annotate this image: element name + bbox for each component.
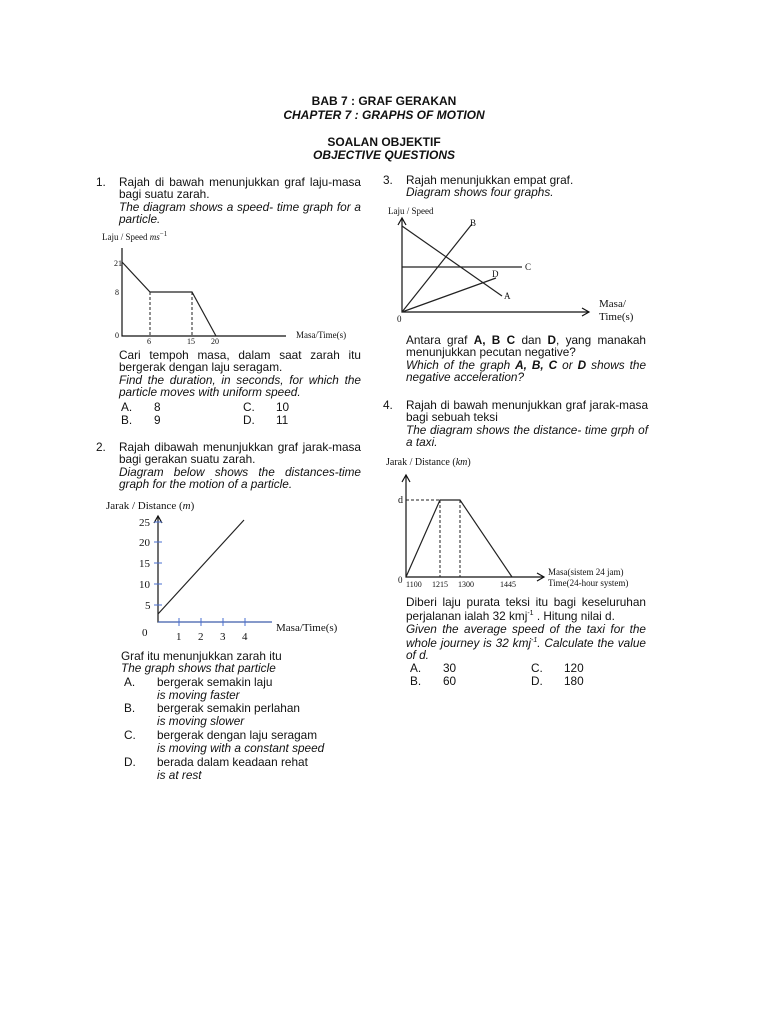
option-letter: A. [124, 675, 136, 689]
option-letter: C. [124, 728, 136, 742]
y-axis-label: Jarak / Distance (m) [106, 500, 195, 512]
x-tick-1100: 1100 [406, 580, 422, 589]
label-a: A [504, 291, 511, 301]
speed-time-graph-q3 [384, 202, 654, 328]
x-tick-1445: 1445 [500, 580, 516, 589]
x-tick-0: 0 [115, 331, 119, 340]
option-value: 9 [154, 413, 161, 427]
distance-line [406, 500, 512, 577]
option-letter: D. [531, 674, 543, 688]
option-text-en: is moving faster [157, 688, 240, 702]
x-tick-20: 20 [211, 337, 219, 346]
section-title-ms: SOALAN OBJEKTIF [327, 135, 441, 149]
option-value: 8 [154, 400, 161, 414]
option-letter: C. [243, 400, 255, 414]
question-text-en: Diagram shows four graphs. [406, 185, 554, 200]
x-tick-6: 6 [147, 337, 151, 346]
question-text-ms: Rajah di bawah menunjukkan graf laju-masa bagi suatu zarah. [119, 175, 361, 202]
distance-line [158, 520, 244, 614]
x-axis-label-line1: Masa/ [599, 298, 626, 310]
question-1 [96, 176, 361, 226]
option-value: 30 [443, 661, 457, 675]
x-tick-4: 4 [242, 631, 248, 643]
question-text-en: The diagram shows the distance- time grph of a taxi. [406, 422, 648, 450]
x-tick-1: 1 [176, 631, 182, 643]
question-3-prompt [406, 334, 646, 384]
guide-lines [406, 500, 460, 577]
option-d[interactable] [531, 674, 584, 688]
guide-lines [150, 292, 192, 336]
question-text-ms: Rajah di bawah menunjukkan graf jarak-masa bagi sebuah teksi [406, 398, 648, 425]
prompt-ms: Antara graf A, B C dan D, yang manakah menunjukkan pecutan negative? [406, 333, 646, 360]
chapter-title-en: CHAPTER 7 : GRAPHS OF MOTION [283, 108, 485, 122]
option-text-ms: bergerak semakin laju [157, 675, 273, 689]
y-tick-5: 5 [145, 600, 151, 612]
prompt-ms: Diberi laju purata teksi itu bagi keseluruhan perjalanan ialah 32 kmj$^{-1}$ . Hitung nilai d. [406, 595, 646, 624]
question-text-ms: Rajah menunjukkan empat graf. [406, 173, 574, 187]
question-number: 4. [383, 398, 393, 412]
x-axis-label: Masa/Time(s) [296, 330, 347, 340]
axes [406, 475, 544, 577]
option-c[interactable] [124, 728, 325, 755]
x-axis-label: Masa/Time(s) [276, 622, 338, 634]
prompt-ms: Graf itu menunjukkan zarah itu [121, 649, 282, 663]
question-text-ms: Rajah dibawah menunjukkan graf jarak-masa bagi gerakan suatu zarah. [119, 440, 361, 467]
x-tick-2: 2 [198, 631, 204, 643]
option-value: 11 [276, 413, 289, 427]
axes [158, 516, 272, 622]
label-c: C [525, 262, 532, 272]
question-4-prompt [406, 596, 646, 662]
question-2 [96, 441, 361, 495]
y-tick-21: 21 [114, 259, 122, 268]
option-d[interactable] [124, 755, 308, 782]
option-letter: B. [121, 413, 133, 427]
x-tick-15: 15 [187, 337, 195, 346]
option-a[interactable] [410, 661, 457, 675]
option-value: 180 [564, 674, 584, 688]
x-tick-0: 0 [397, 314, 402, 324]
option-value: 120 [564, 661, 584, 675]
axes [402, 218, 589, 312]
prompt-en: Which of the graph A, B, C or D shows the negative acceleration? [406, 357, 647, 385]
option-text-en: is moving with a constant speed [157, 741, 325, 755]
option-value: 10 [276, 400, 290, 414]
option-c[interactable] [243, 400, 290, 414]
section-title-en: OBJECTIVE QUESTIONS [312, 148, 456, 162]
chapter-title-ms: BAB 7 : GRAF GERAKAN [311, 94, 457, 108]
prompt-ms: Cari tempoh masa, dalam saat zarah itu bergerak dengan laju seragam. [119, 348, 361, 375]
option-b[interactable] [124, 701, 300, 728]
question-number: 2. [96, 440, 106, 454]
option-b[interactable] [410, 674, 457, 688]
option-a[interactable] [121, 400, 161, 414]
option-a[interactable] [124, 675, 273, 702]
x-axis-label-line1: Masa(sistem 24 jam) [548, 567, 624, 577]
distance-time-graph-q2 [104, 496, 364, 646]
option-letter: D. [124, 755, 136, 769]
x-tick-0: 0 [398, 575, 403, 585]
x-tick-1300: 1300 [458, 580, 474, 589]
option-text-ms: bergerak dengan laju seragam [157, 728, 318, 742]
x-tick-1215: 1215 [432, 580, 448, 589]
option-text-en: is at rest [157, 768, 202, 782]
x-tick-3: 3 [220, 631, 226, 643]
option-d[interactable] [243, 413, 289, 427]
option-text-en: is moving slower [157, 714, 245, 728]
y-axis-label: Laju / Speed [388, 206, 434, 216]
option-letter: B. [410, 674, 422, 688]
question-text-en: The diagram shows a speed- time graph for a particle. [119, 199, 361, 227]
option-letter: C. [531, 661, 543, 675]
x-tick-0: 0 [142, 627, 148, 639]
y-tick-8: 8 [115, 288, 119, 297]
question-number: 3. [383, 173, 393, 187]
y-tick-d: d [398, 495, 403, 506]
line-a [402, 226, 502, 296]
label-b: B [470, 218, 477, 228]
option-letter: B. [124, 701, 136, 715]
tick-marks [154, 522, 245, 626]
prompt-en: Find the duration, in seconds, for which the particle moves with uniform speed. [119, 372, 361, 400]
y-tick-10: 10 [139, 579, 150, 591]
label-d: D [492, 269, 499, 279]
option-text-ms: berada dalam keadaan rehat [157, 755, 308, 769]
prompt-en: The graph shows that particle [121, 661, 276, 676]
distance-time-graph-q4 [384, 453, 654, 591]
prompt-en: Given the average speed of the taxi for the whole journey is 32 kmj$^{-1}$. Calculate the value of d. [406, 621, 646, 663]
x-axis-label-line2: Time(s) [599, 311, 634, 323]
option-value: 60 [443, 674, 457, 688]
option-letter: A. [410, 661, 422, 675]
axes [122, 248, 286, 336]
option-text-ms: bergerak semakin perlahan [157, 701, 300, 715]
question-text-en: Diagram below shows the distances-time graph for the motion of a particle. [119, 464, 361, 492]
question-2-prompt [121, 650, 361, 675]
y-tick-15: 15 [139, 558, 150, 570]
x-axis-label-line2: Time(24-hour system) [548, 578, 629, 588]
option-letter: D. [243, 413, 255, 427]
y-axis-label: Laju / Speed $ms^{-1}$ [102, 230, 168, 242]
option-letter: A. [121, 400, 133, 414]
option-c[interactable] [531, 661, 584, 675]
question-1-prompt [119, 349, 361, 399]
y-tick-20: 20 [139, 537, 150, 549]
option-b[interactable] [121, 413, 161, 427]
speed-time-graph-q1 [96, 226, 366, 346]
y-axis-label: Jarak / Distance (km) [386, 457, 471, 468]
y-tick-25: 25 [139, 517, 150, 529]
question-number: 1. [96, 175, 106, 189]
speed-line [122, 262, 216, 336]
